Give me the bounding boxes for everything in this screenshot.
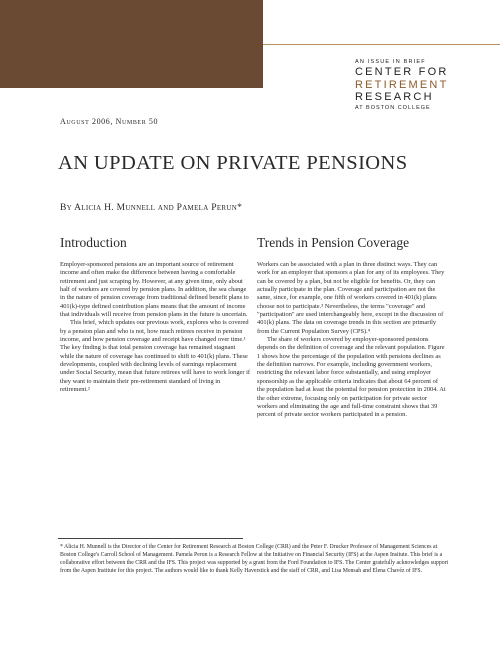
logo-line-3: RETIREMENT [355,78,449,91]
trends-heading: Trends in Pension Coverage [257,235,410,250]
introduction-column [60,235,250,395]
author-footnote: * Alicia H. Munnell is the Director of the Center for Retirement Research at Boston College (CRR) and the Peter F. Drucker Professor of Management Sciences at Boston College's Carroll School of Management. Pamela Perun is a Research Fellow at the Initiative on Financial Security (IFS) at the Aspen Insitute. This brief is a collaborative effort between the CRR and the IFS. This project was supported by a grant from the Ford Foundation to IFS. The Center gratefully acknowledges support from the Aspen Institute for this project. The authors would like to thank Kelly Haverstick and the staff of CRR, and Lisa Mensah and Elena Chavéz of IFS. [60,544,449,574]
trends-column [257,235,447,420]
logo-line-1: AN ISSUE IN BRIEF [355,59,426,65]
footnote-rule [58,538,243,539]
trends-paragraph-1: Workers can be associated with a plan in three distinct ways. They can work for an employer that sponsors a plan for any of its employees. They can be covered by a plan, but not be eligible for benefits. Or, they can actually participate in the plan. Coverage and participation are not the same, since, for example, one fifth of workers covered in 401(k) plans choose not to participate.³ Nevertheless, the terms "coverage" and "participation" are used interchangeably here, except in the discussion of 401(k) plans. The data on coverage trends in this section are primarily from the Current Population Survey (CPS).⁴ [257,261,445,335]
crr-logo [355,58,495,112]
trends-paragraph-2: The share of workers covered by employer-sponsored pensions depends on the definition of coverage and the relevant population. Figure 1 shows how the percentage of the population with pensions declines as the definition narrows. For example, including government workers, restricting the relevant labor force substantially, and using employer sponsorship as the applicable criteria indicates that about 64 percent of the population had at least the potential for pension protection in 2004. At the other extreme, focusing only on participation for private sector workers and eliminating the age and full-time constraint shows that 39 percent of private sector workers participated in a pension. [257,336,446,419]
introduction-paragraph-1: Employer-sponsored pensions are an important source of retirement income and often make the difference between having a comfortable retirement and just scraping by. However, at any given time, only about half of workers are covered by pension plans. In addition, the sea change in the nature of pension coverage from traditional defined benefit plans to 401(k)-type defined contribution plans means that the amount of income that individuals will receive from pension plans in the future is uncertain. [60,261,249,319]
logo-line-4: RESEARCH [355,91,434,103]
page-title: AN UPDATE ON PRIVATE PENSIONS [58,152,408,174]
logo-line-2: CENTER FOR [355,66,449,78]
introduction-paragraph-2: This brief, which updates our previous work, explores who is covered by a pension plan and who is not, how much retirees receive in pension income, and how pension coverage and receipt have changed over time.¹ The key finding is that total pension coverage has remained stagnant while the nature of coverage has continued to shift to 401(k) plans. These developments, coupled with declining levels of earnings replacement under Social Security, mean that future retirees will have to work longer if they want to maintain their pre-retirement standard of living in retirement.² [60,319,250,394]
byline: By Alicia H. Munnell and Pamela Perun* [60,203,243,213]
header-rule [263,44,500,45]
issue-number: August 2006, Number 50 [60,117,159,126]
introduction-heading: Introduction [60,235,127,250]
header-color-block [0,0,263,88]
logo-line-5: AT BOSTON COLLEGE [355,104,431,111]
